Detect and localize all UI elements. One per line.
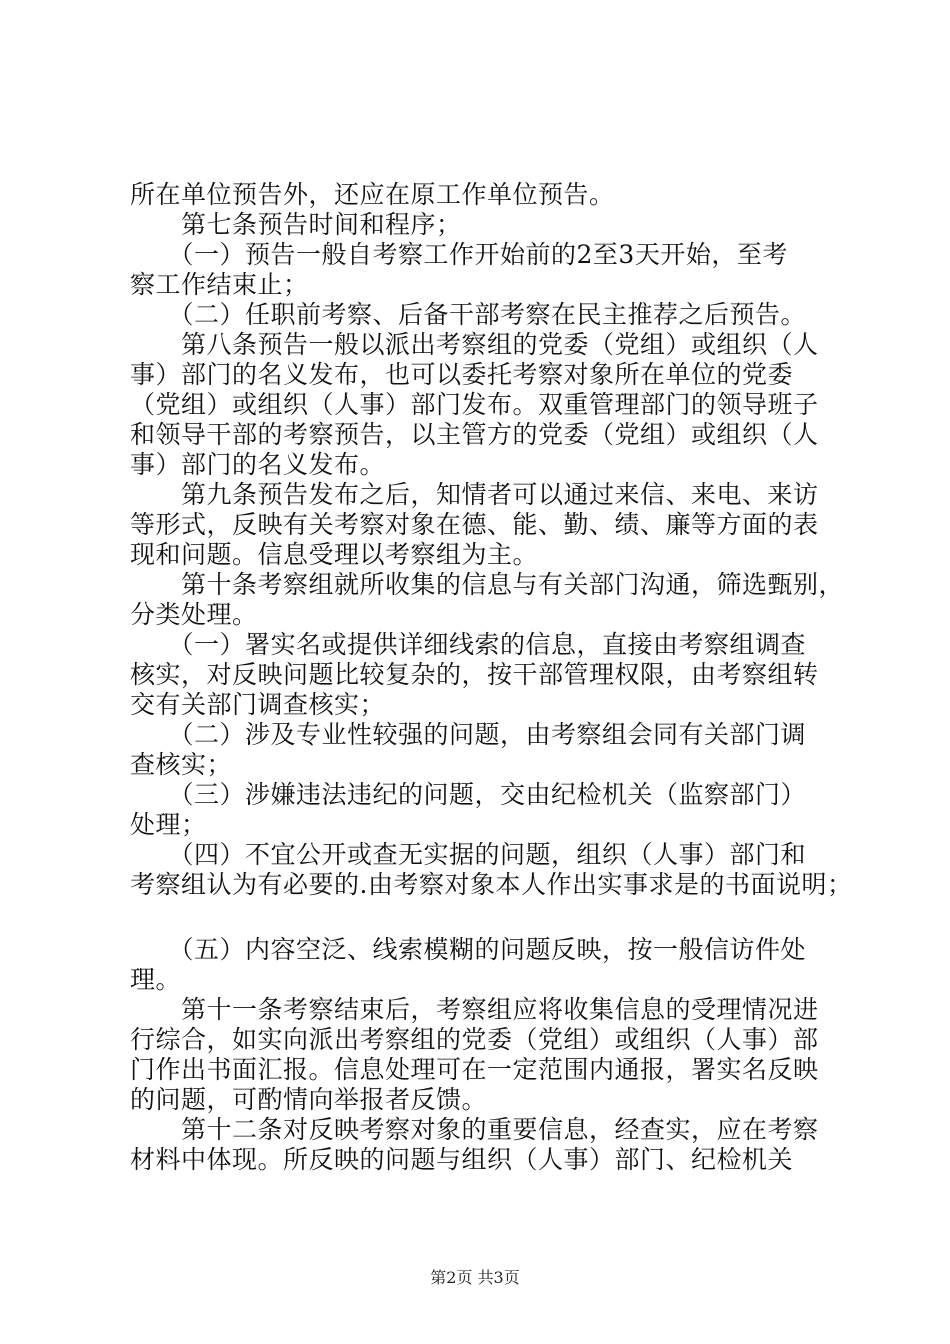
text-line: （一）署实名或提供详细线索的信息，直接由考察组调查: [130, 630, 807, 659]
text-line: 所在单位预告外，还应在原工作单位预告。: [130, 180, 615, 209]
text-line: 察工作结束止；: [130, 270, 309, 299]
text-line: 等形式，反映有关考察对象在德、能、勤、绩、廉等方面的表: [130, 510, 819, 539]
text-line: 第十条考察组就所收集的信息与有关部门沟通，筛选甄别，: [130, 570, 845, 599]
text-line: 分类处理。: [130, 600, 258, 629]
text-line: 现和问题。信息受理以考察组为主。: [130, 540, 539, 569]
text-line: 第九条预告发布之后，知情者可以通过来信、来电、来访: [130, 480, 819, 509]
text-line: 行综合，如实向派出考察组的党委（党组）或组织（人事）部: [130, 1025, 819, 1054]
text-line: 第七条预告时间和程序；: [130, 210, 462, 239]
text-line: 第八条预告一般以派出考察组的党委（党组）或组织（人: [130, 330, 819, 359]
text-line: 理。: [130, 965, 182, 994]
text-line: 处理；: [130, 810, 207, 839]
text-line: 第十一条考察结束后，考察组应将收集信息的受理情况进: [130, 995, 819, 1024]
text-line: （一）预告一般自考察工作开始前的2至3天开始，至考: [130, 240, 788, 269]
text-line: （党组）或组织（人事）部门发布。双重管理部门的领导班子: [130, 390, 819, 419]
text-line: 材料中体现。所反映的问题与组织（人事）部门、纪检机关: [130, 1145, 794, 1174]
text-line: 门作出书面汇报。信息处理可在一定范围内通报，署实名反映: [130, 1055, 819, 1084]
page-number-footer: 第2页 共3页: [430, 1268, 520, 1287]
text-line: 的问题，可酌情向举报者反馈。: [130, 1085, 488, 1114]
text-line: 和领导干部的考察预告，以主管方的党委（党组）或组织（人: [130, 420, 819, 449]
text-line: （二）涉及专业性较强的问题，由考察组会同有关部门调: [130, 720, 807, 749]
text-line: 事）部门的名义发布，也可以委托考察对象所在单位的党委: [130, 360, 794, 389]
text-line: （三）涉嫌违法违纪的问题，交由纪检机关（监察部门）: [130, 780, 807, 809]
text-line: 交有关部门调查核实；: [130, 690, 386, 719]
text-line: 考察组认为有必要的.由考察对象本人作出实事求是的书面说明；: [130, 870, 853, 899]
text-line: （四）不宜公开或查无实据的问题，组织（人事）部门和: [130, 840, 807, 869]
text-line: 查核实；: [130, 750, 233, 779]
text-line: 核实，对反映问题比较复杂的，按干部管理权限，由考察组转: [130, 660, 819, 689]
text-line: 事）部门的名义发布。: [130, 450, 386, 479]
text-line: （二）任职前考察、后备干部考察在民主推荐之后预告。: [130, 300, 807, 329]
text-line: （五）内容空泛、线索模糊的问题反映，按一般信访件处: [130, 935, 807, 964]
text-line: 第十二条对反映考察对象的重要信息，经查实，应在考察: [130, 1115, 819, 1144]
